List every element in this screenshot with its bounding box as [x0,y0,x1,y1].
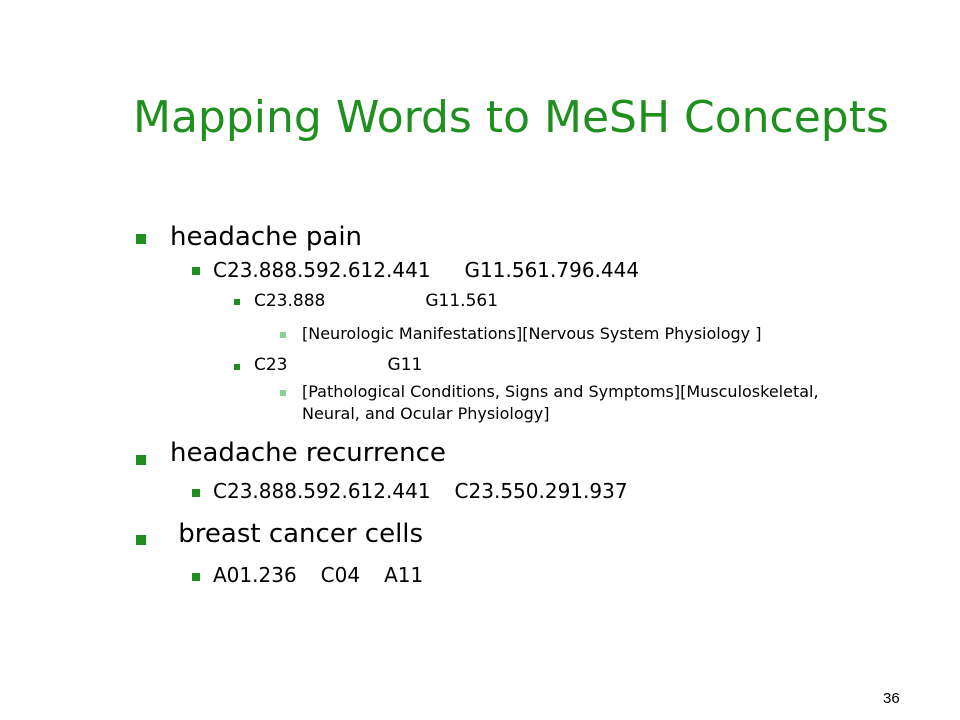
item-headache-recurrence: headache recurrence [170,438,446,468]
mesh-code: A11 [384,563,424,587]
mesh-description-line: [Pathological Conditions, Signs and Symptoms][Musculoskeletal, [302,382,819,401]
code-row [213,479,628,503]
mesh-code: C23 [254,355,288,375]
mesh-code: G11.561 [425,291,499,311]
bullet-marker [136,535,146,545]
bullet-marker [192,573,200,581]
item-headache-pain: headache pain [170,222,363,252]
mesh-code: C23.888 [254,291,326,311]
bullet-marker [136,455,146,465]
code-row [254,355,422,375]
bullet-marker [192,489,200,497]
mesh-code: G11 [387,355,423,375]
mesh-code: C23.888.592.612.441 [213,479,431,503]
slide-title: Mapping Words to MeSH Concepts [133,92,889,143]
mesh-code: C23.550.291.937 [454,479,628,503]
code-row [254,291,498,311]
bullet-marker [192,267,200,275]
bullet-marker [280,332,286,338]
bullet-marker [234,364,240,370]
mesh-code: C23.888.592.612.441 [213,258,431,282]
code-row [213,258,639,282]
bullet-marker [280,390,286,396]
code-row [213,563,423,587]
mesh-code: G11.561.796.444 [464,258,640,282]
bullet-marker [136,234,146,244]
mesh-code: A01.236 [213,563,297,587]
page-number: 36 [883,690,900,707]
mesh-description: [Neurologic Manifestations][Nervous System Physiology ] [302,324,762,343]
item-breast-cancer-cells: breast cancer cells [170,519,424,549]
bullet-marker [234,299,240,305]
mesh-code: C04 [320,563,361,587]
mesh-description [302,381,819,425]
mesh-description-line: Neural, and Ocular Physiology] [302,404,550,423]
